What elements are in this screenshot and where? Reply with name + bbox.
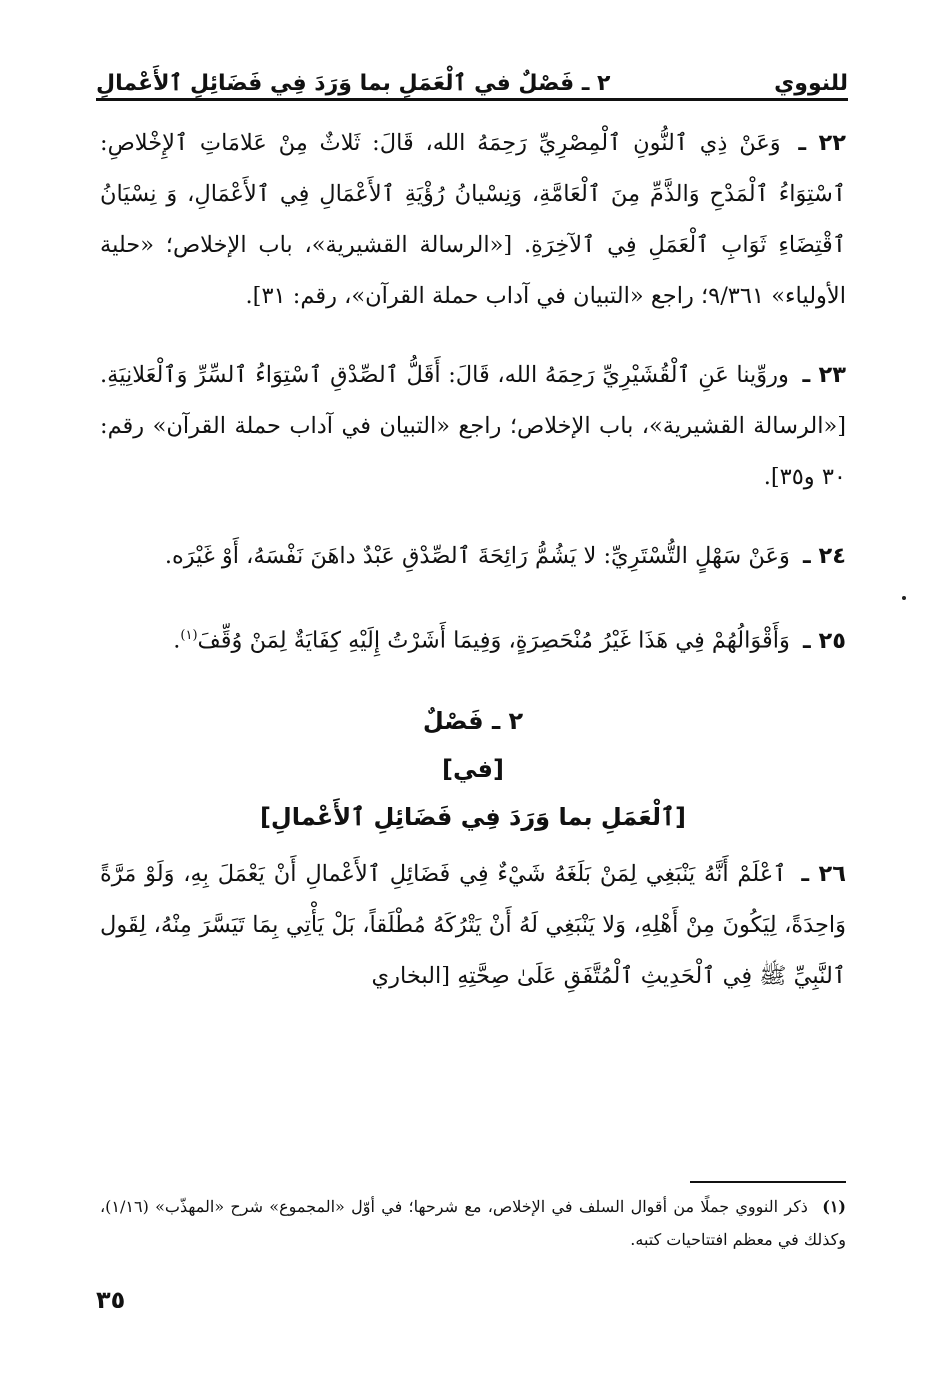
paragraph-number: ٢٥ ـ: [803, 627, 846, 654]
header-author: للنووي: [774, 71, 848, 96]
page-number: ٣٥: [96, 1286, 126, 1314]
paragraph-number: ٢٦ ـ: [801, 860, 846, 887]
paragraph-text: وَعَنْ سَهْلٍ التُّسْتَرِيِّ: لا يَشُمُّ رَائِحَةَ ٱلصِّدْقِ عَبْدٌ داهَنَ نَفْسَهُ، أَوْ غَيْرَه.: [164, 543, 790, 569]
footnote-rule: [690, 1181, 846, 1183]
footnote-text: ذكر النووي جملًا من أقوال السلف في الإخلاص، مع شرحها؛ في أوّل «المجموع» شرح «المهذّب» (١/١٦)، وكذلك في معظم افتتاحيات كتبه.: [100, 1197, 846, 1249]
footnote-number: (١): [822, 1197, 846, 1216]
paragraph-text: وَأَقْوَالُهُمْ فِي هَذَا غَيْرُ مُنْحَصِرَةٍ، وَفِيمَا أَشَرْتُ إِلَيْهِ كِفَايَةٌ لِمَنْ وُقِّفَ: [197, 627, 790, 654]
paragraph-23: [100, 350, 846, 503]
paragraph-text: وروِّينا عَنِ ٱلْقُشَيْرِيِّ رَحِمَهُ الله، قَالَ: أَقَلُّ ٱلصِّدْقِ ٱسْتِوَاءُ ٱلسِّرِّ وَٱلْعَلانِيَةِ. [«الرسالة القشيرية»، باب الإخلاص؛ راجع «التبيان في آداب حملة القرآن» رقم: ٣٠ و٣٥].: [100, 362, 846, 490]
footnote-reference[interactable]: (١): [180, 628, 198, 643]
paragraph-22: [100, 118, 846, 322]
paragraph-26: [100, 849, 846, 1002]
section-heading: [100, 697, 846, 841]
page-body: [100, 118, 846, 1030]
footnote: [100, 1190, 846, 1256]
scan-speck: [902, 596, 906, 600]
paragraph-text: وَعَنْ ذِي ٱلنُّونِ ٱلْمِصْرِيِّ رَحِمَهُ الله، قَالَ: ثَلاثٌ مِنْ عَلامَاتِ ٱلإِخْلاصِ: ٱسْتِوَاءُ ٱلْمَدْحِ وَالذَّمِّ مِنَ ٱلْعَامَّةِ، وَنِسْيانُ رُؤْيَةِ ٱلأَعْمَالِ فِي ٱلأَعْمَالِ، وَ نِسْيَانُ ٱقْتِضَاءِ ثَوَابِ ٱلْعَمَلِ فِي ٱلآخِرَةِ. [«الرسالة القشيرية»، باب الإخلاص؛ «حلية الأولياء» ٩/٣٦١؛ راجع «التبيان في آداب حملة القرآن»، رقم: ٣١].: [100, 130, 846, 309]
section-subtitle: [في]: [442, 754, 504, 783]
header-title: ٢ ـ فَصْلٌ في ٱلْعَمَلِ بما وَرَدَ فِي فَضَائِلِ ٱلأَعْمالِ: [96, 71, 611, 96]
paragraph-25: [100, 610, 846, 667]
paragraph-tail: .: [173, 627, 181, 654]
header-rule: [96, 98, 848, 101]
paragraph-24: [100, 531, 846, 582]
running-header: [96, 54, 848, 96]
paragraph-number: ٢٢ ـ: [798, 130, 846, 156]
paragraph-number: ٢٤ ـ: [803, 543, 846, 569]
paragraph-text: ٱعْلَمْ أَنَّهُ يَنْبَغِي لِمَنْ بَلَغَهُ شَيْءٌ فِي فَضَائِلِ ٱلأَعْمالِ أَنْ يَعْمَلَ بِهِ، وَلَوْ مَرَّةً وَاحِدَةً، لِيَكُونَ مِنْ أَهْلِهِ، وَلا يَنْبَغِي لَهُ أَنْ يَتْرُكَهُ مُطْلَقاً، بَلْ يَأْتِي بِمَا تَيَسَّرَ مِنْهُ، لِقَول ٱلنَّبِيِّ ﷺ فِي ٱلْحَدِيثِ ٱلْمُتَّفَقِ عَلَىٰ صِحَّتِهِ [البخاري: [100, 860, 846, 989]
section-title: [ٱلْعَمَلِ بما وَرَدَ فِي فَضَائِلِ ٱلأَعْمالِ]: [259, 802, 687, 831]
section-number: ٢ ـ فَصْلٌ: [422, 706, 524, 735]
paragraph-number: ٢٣ ـ: [802, 362, 847, 388]
